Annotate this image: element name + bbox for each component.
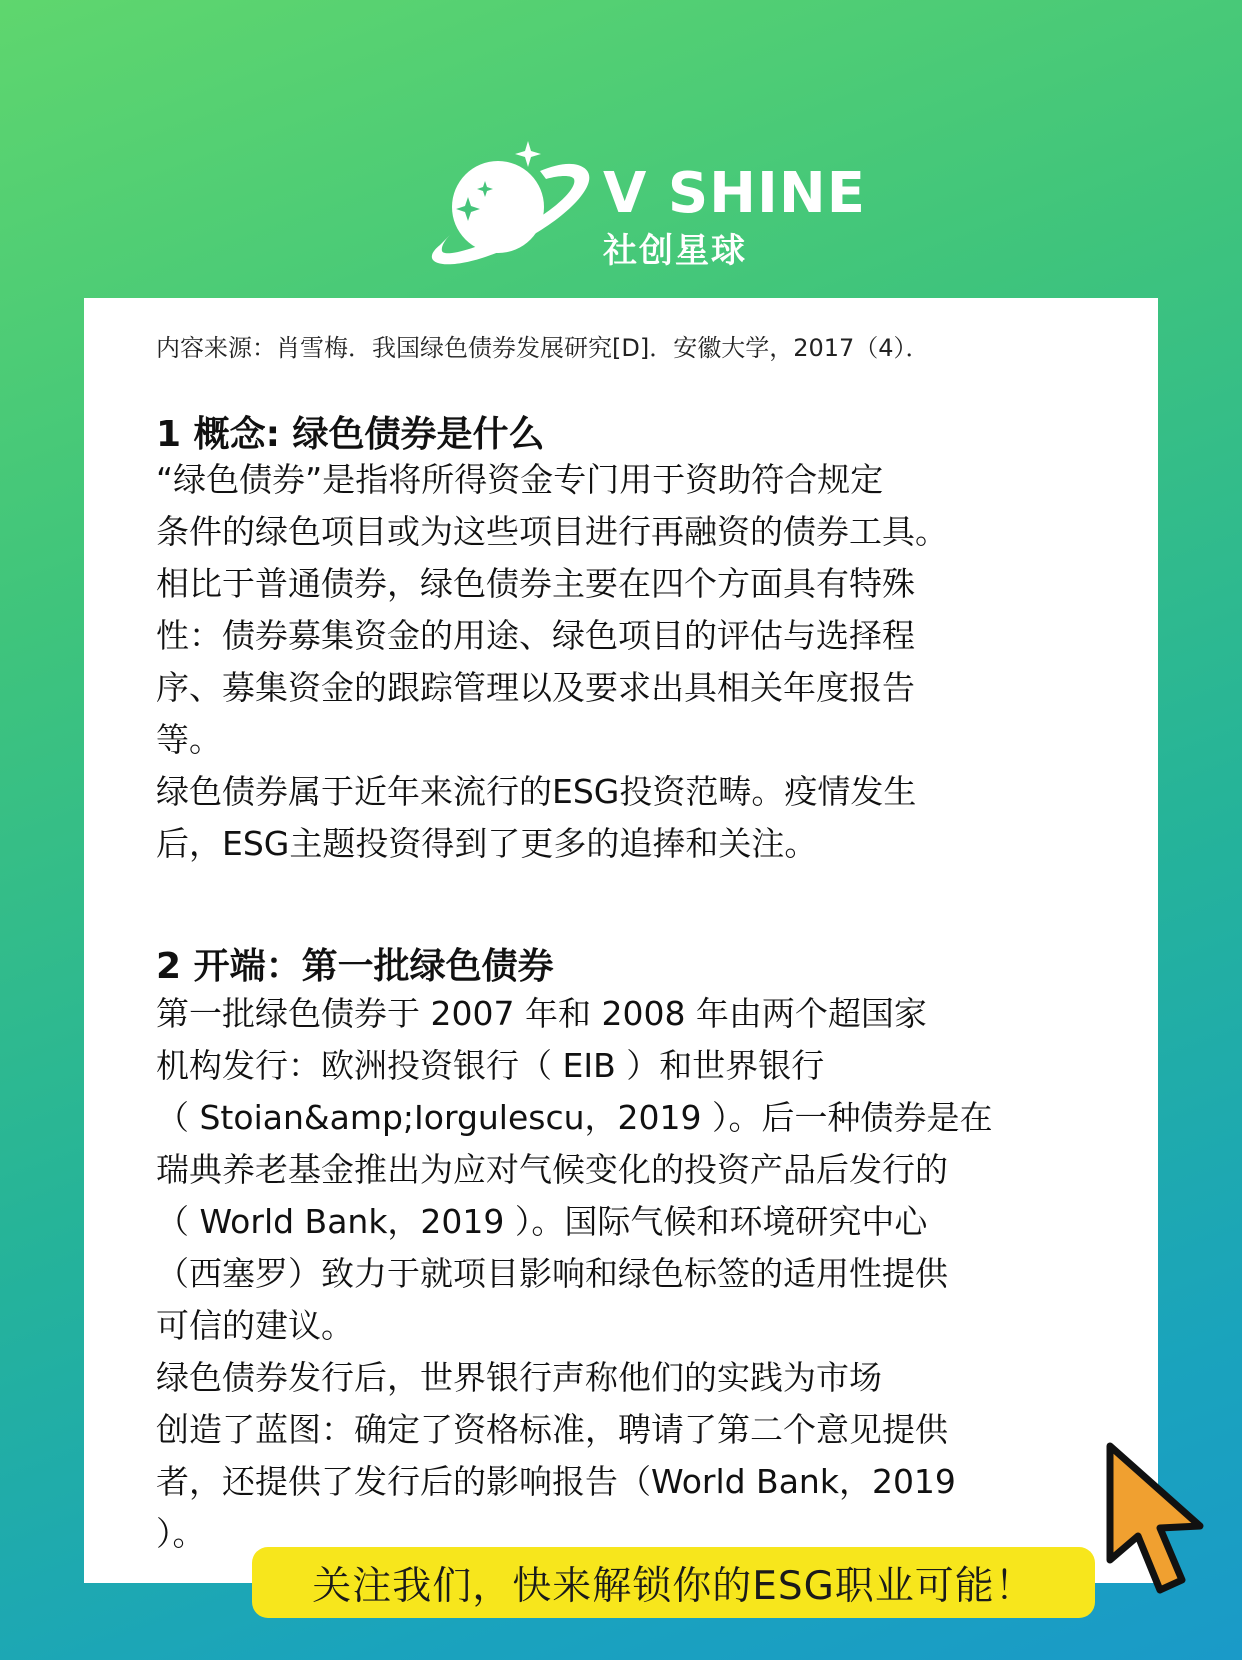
article-card — [84, 298, 1158, 1583]
section1-heading: 1 概念: 绿色债券是什么 — [156, 414, 545, 455]
text-line: 性：债券募集资金的用途、绿色项目的评估与选择程 — [156, 616, 915, 655]
text-line: 条件的绿色项目或为这些项目进行再融资的债券工具。 — [156, 512, 948, 551]
text-line: （ Stoian&amp;Iorgulescu，2019 ）。后一种债券是在 — [156, 1098, 993, 1137]
text-line: ）。 — [156, 1514, 206, 1553]
text-line: 者，还提供了发行后的影响报告（World Bank，2019 — [156, 1462, 956, 1501]
section2-paragraph2 — [156, 1352, 1096, 1560]
source-citation: 内容来源：肖雪梅．我国绿色债券发展研究[D]．安徽大学，2017（4）． — [156, 334, 930, 362]
section1-paragraph1 — [156, 454, 1096, 766]
text-line: （西塞罗）致力于就项目影响和绿色标签的适用性提供 — [156, 1254, 948, 1293]
section1-paragraph2 — [156, 766, 1096, 870]
text-line: 等。 — [156, 720, 222, 759]
follow-us-banner-text: 关注我们，快来解锁你的ESG职业可能！ — [312, 1563, 1035, 1609]
text-line: 第一批绿色债券于 2007 年和 2008 年由两个超国家 — [156, 994, 927, 1033]
brand-name-en: V SHINE — [603, 161, 866, 226]
text-line: 后，ESG主题投资得到了更多的追捧和关注。 — [156, 824, 818, 863]
text-line: 相比于普通债券，绿色债券主要在四个方面具有特殊 — [156, 564, 915, 603]
planet-icon — [410, 135, 600, 275]
text-line: 机构发行：欧洲投资银行（ EIB ）和世界银行 — [156, 1046, 825, 1085]
section2-heading: 2 开端：第一批绿色债券 — [156, 946, 554, 987]
text-line: （ World Bank，2019 ）。国际气候和环境研究中心 — [156, 1202, 928, 1241]
text-line: 创造了蓝图：确定了资格标准，聘请了第二个意见提供 — [156, 1410, 948, 1449]
logo — [410, 135, 866, 275]
brand-name-cn: 社创星球 — [603, 231, 747, 271]
text-line: 序、募集资金的跟踪管理以及要求出具相关年度报告 — [156, 668, 915, 707]
follow-us-banner[interactable] — [252, 1547, 1095, 1618]
text-line: 瑞典养老基金推出为应对气候变化的投资产品后发行的 — [156, 1150, 948, 1189]
text-line: 可信的建议。 — [156, 1306, 354, 1345]
section2-paragraph1 — [156, 988, 1096, 1352]
text-line: “绿色债券”是指将所得资金专门用于资助符合规定 — [156, 460, 884, 499]
text-line: 绿色债券发行后，世界银行声称他们的实践为市场 — [156, 1358, 882, 1397]
text-line: 绿色债券属于近年来流行的ESG投资范畴。疫情发生 — [156, 772, 917, 811]
cursor-arrow-icon — [1100, 1440, 1220, 1624]
